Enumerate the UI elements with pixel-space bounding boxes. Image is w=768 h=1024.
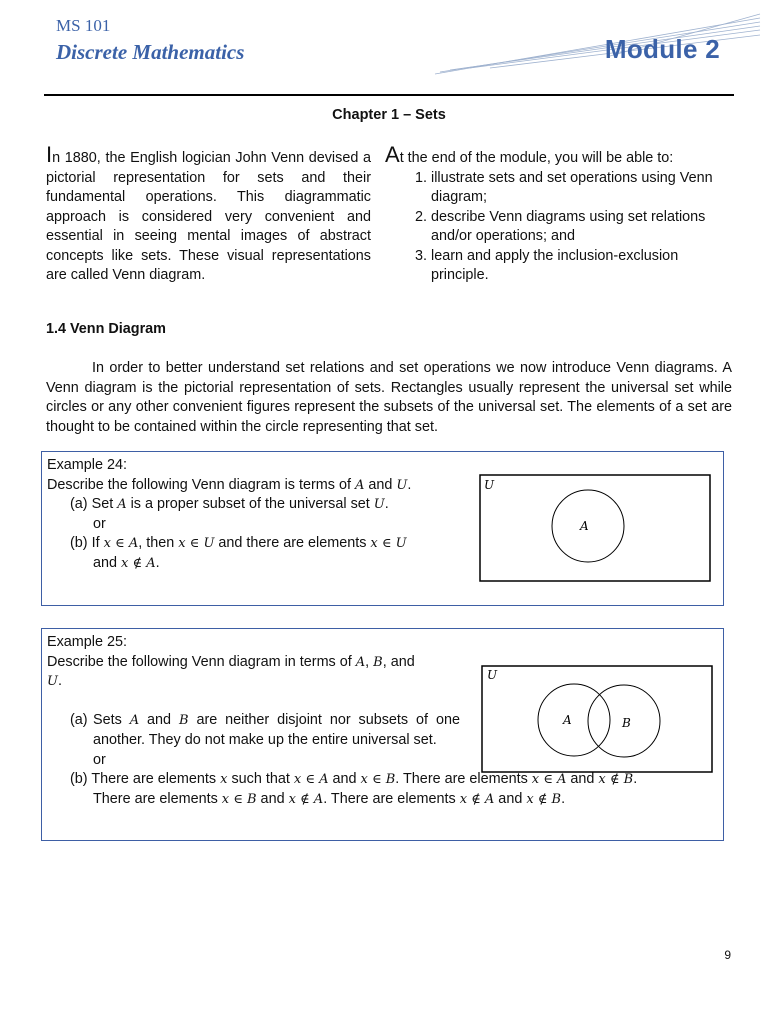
label-U: U	[484, 478, 495, 492]
intro-text: n 1880, the English logician John Venn devised a pictorial representation for sets and their fundamental operations. This diagrammatic approach is considered very convenient and essential in seeing mental images of abstract concepts like sets. These visual representations are called Venn diagram.	[46, 150, 371, 283]
objectives-list	[385, 169, 715, 286]
part-b: (b) If x ∈ A, then x ∈ U and there are elements x ∈ U	[70, 535, 407, 552]
list-item: 2. describe Venn diagrams using set relations and/or operations; and	[431, 208, 715, 247]
label-B: B	[622, 716, 631, 730]
part-b-cont: There are elements x ∈ B and x ∉ A. There are elements x ∉ A and x ∉ B.	[93, 790, 566, 807]
example-24-box	[41, 451, 724, 606]
example-prompt: Describe the following Venn diagram is terms of A and U.	[47, 476, 412, 493]
dropcap: A	[385, 142, 400, 167]
universal-set-rect	[482, 666, 712, 772]
example-25-box	[41, 628, 724, 841]
section-title: 1.4 Venn Diagram	[46, 321, 166, 337]
label-A: A	[563, 713, 572, 727]
label-U: U	[487, 668, 498, 682]
part-b-cont: and x ∉ A.	[93, 554, 160, 571]
intro-paragraph	[46, 142, 371, 286]
paragraph-text: In order to better understand set relations and set operations we now introduce Venn diagrams. A Venn diagram is the pictorial representation of sets. Rectangles usually represent the universal set while circles or any other convenient figures represent the subsets of the universal set. The elements of a set are thought to be contained within the circle representing that set.	[46, 360, 732, 435]
example-24-text	[47, 456, 472, 574]
example-title: Example 24:	[47, 457, 127, 473]
label-A: A	[580, 519, 589, 533]
header-rule	[44, 94, 734, 96]
or-label: or	[93, 515, 106, 532]
part-b: (b) There are elements x such that x ∈ A and x ∈ B. There are elements x ∈ A and x ∉ B.	[70, 771, 638, 788]
part-a: (a) Sets A and B are neither disjoint nor subsets of one another. They do not make up the entire universal set.	[70, 712, 460, 748]
objectives-lead: t the end of the module, you will be able to:	[399, 150, 674, 166]
venn-diagram-25	[480, 664, 715, 776]
example-title: Example 25:	[47, 634, 127, 650]
part-a: (a) Set A is a proper subset of the universal set U.	[70, 496, 389, 513]
course-title: Discrete Mathematics	[56, 40, 245, 64]
example-prompt: Describe the following Venn diagram in terms of A, B, and	[47, 653, 415, 670]
example-prompt-cont: U.	[47, 673, 62, 690]
list-item: 1. illustrate sets and set operations using Venn diagram;	[431, 169, 715, 208]
chapter-title: Chapter 1 – Sets	[332, 107, 446, 123]
course-code: MS 101	[56, 16, 111, 35]
dropcap: I	[46, 142, 53, 167]
list-item: 3. learn and apply the inclusion-exclusion principle.	[431, 247, 715, 286]
or-label: or	[93, 751, 106, 768]
page-number: 9	[724, 948, 731, 962]
venn-diagram-24	[478, 473, 712, 583]
section-paragraph	[46, 359, 732, 437]
module-title: Module 2	[604, 34, 720, 64]
objectives	[385, 142, 715, 286]
